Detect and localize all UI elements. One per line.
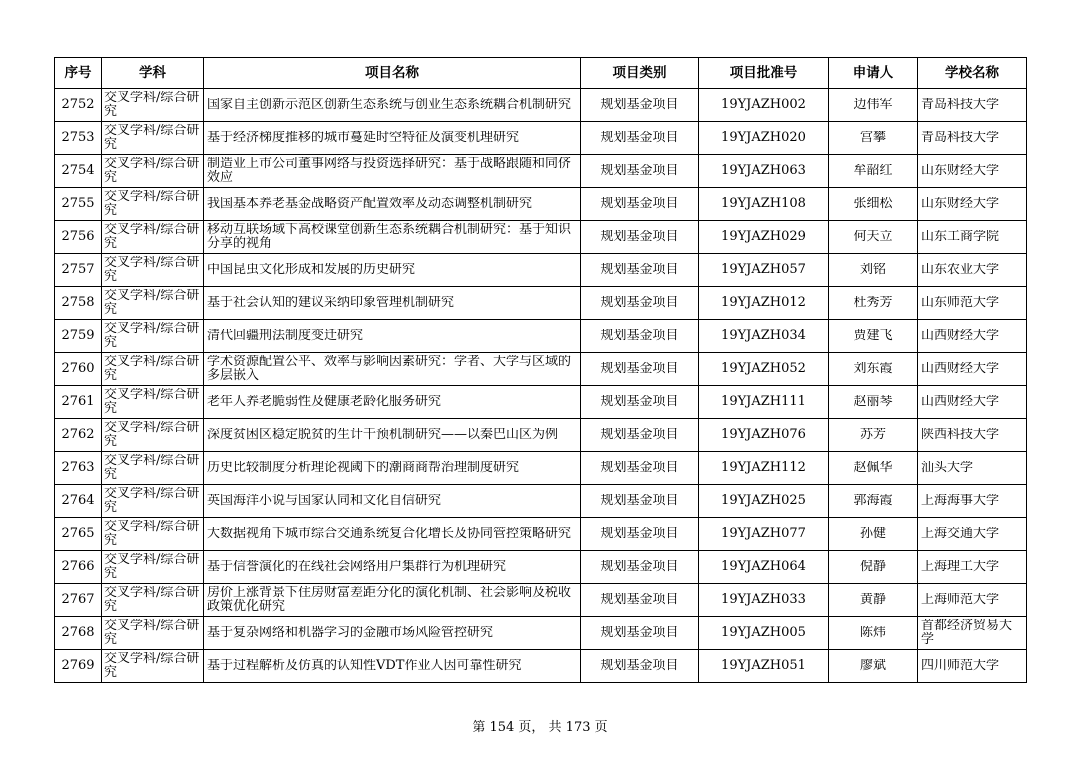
cell-applicant [829,188,918,221]
table-row [55,320,1027,353]
cell-project-name [204,155,581,188]
table-row [55,452,1027,485]
cell-approval-number [699,155,829,188]
cell-applicant [829,518,918,551]
cell-project-name [204,254,581,287]
cell-approval-number-text: 19YJAZH020 [721,131,806,145]
cell-project-name [204,221,581,254]
table-row [55,518,1027,551]
cell-subject-text: 交叉学科/综合研究 [104,421,200,449]
cell-project-type [581,419,699,452]
cell-subject-text: 交叉学科/综合研究 [104,190,200,218]
table-row [55,584,1027,617]
cell-school [918,254,1027,287]
cell-school-text: 山东财经大学 [921,164,1000,178]
cell-seq-text: 2754 [61,164,95,178]
cell-project-type-text: 规划基金项目 [600,593,679,607]
table-row [55,551,1027,584]
cell-subject [102,122,204,155]
cell-applicant-text: 牟韶红 [853,164,893,178]
cell-school-text: 山西财经大学 [921,329,1000,343]
cell-project-type-text: 规划基金项目 [600,428,679,442]
cell-project-type-text: 规划基金项目 [600,362,679,376]
cell-subject-text: 交叉学科/综合研究 [104,355,200,383]
cell-subject [102,518,204,551]
cell-project-name-text: 英国海洋小说与国家认同和文化自信研究 [207,494,442,508]
cell-project-type [581,353,699,386]
header-seq: 序号 [55,58,102,89]
cell-project-name [204,320,581,353]
cell-project-type-text: 规划基金项目 [600,494,679,508]
cell-applicant [829,320,918,353]
cell-applicant-text: 孙健 [859,527,886,541]
cell-seq-text: 2760 [61,362,95,376]
cell-applicant [829,353,918,386]
cell-school [918,617,1027,650]
cell-applicant [829,485,918,518]
cell-subject [102,287,204,320]
cell-project-type-text: 规划基金项目 [600,263,679,277]
cell-project-type-text: 规划基金项目 [600,296,679,310]
cell-approval-number [699,518,829,551]
cell-applicant-text: 杜秀芳 [853,296,893,310]
cell-subject-text: 交叉学科/综合研究 [104,124,200,152]
cell-applicant [829,89,918,122]
cell-subject-text: 交叉学科/综合研究 [104,388,200,416]
cell-school [918,650,1027,683]
cell-project-name-text: 基于信誉演化的在线社会网络用户集群行为机理研究 [207,560,507,574]
cell-approval-number [699,617,829,650]
cell-approval-number-text: 19YJAZH076 [721,428,806,442]
cell-subject [102,452,204,485]
cell-applicant [829,287,918,320]
cell-subject [102,221,204,254]
cell-approval-number-text: 19YJAZH111 [721,395,806,409]
cell-project-name [204,518,581,551]
cell-seq [55,353,102,386]
cell-project-name-text: 历史比较制度分析理论视阈下的潮商商帮治理制度研究 [207,461,520,475]
cell-school [918,89,1027,122]
cell-seq [55,551,102,584]
cell-school [918,485,1027,518]
cell-applicant-text: 张细松 [853,197,893,211]
cell-seq-text: 2762 [61,428,95,442]
cell-subject-text: 交叉学科/综合研究 [104,652,200,680]
cell-subject [102,617,204,650]
cell-approval-number [699,287,829,320]
cell-project-name [204,584,581,617]
cell-applicant-text: 陈炜 [859,626,886,640]
cell-subject-text: 交叉学科/综合研究 [104,454,200,482]
cell-project-type [581,650,699,683]
cell-subject-text: 交叉学科/综合研究 [104,322,200,350]
cell-approval-number-text: 19YJAZH034 [721,329,806,343]
cell-approval-number [699,122,829,155]
cell-seq [55,584,102,617]
cell-project-type [581,551,699,584]
cell-project-type [581,452,699,485]
cell-subject [102,485,204,518]
cell-subject [102,320,204,353]
cell-project-type [581,386,699,419]
cell-project-type-text: 规划基金项目 [600,131,679,145]
cell-school [918,452,1027,485]
cell-subject [102,386,204,419]
cell-school [918,584,1027,617]
table-row [55,221,1027,254]
cell-school-text: 山西财经大学 [921,395,1000,409]
cell-applicant [829,386,918,419]
cell-approval-number-text: 19YJAZH057 [721,263,806,277]
cell-project-name [204,650,581,683]
cell-school-text: 上海理工大学 [921,560,1000,574]
cell-approval-number [699,188,829,221]
cell-applicant [829,584,918,617]
cell-subject-text: 交叉学科/综合研究 [104,520,200,548]
cell-approval-number-text: 19YJAZH029 [721,230,806,244]
cell-seq [55,485,102,518]
cell-seq-text: 2765 [61,527,95,541]
cell-school [918,386,1027,419]
cell-approval-number [699,320,829,353]
cell-project-name-text: 大数据视角下城市综合交通系统复合化增长及协同管控策略研究 [207,527,572,541]
cell-approval-number-text: 19YJAZH002 [721,98,806,112]
cell-approval-number-text: 19YJAZH051 [721,659,806,673]
cell-project-type [581,584,699,617]
cell-subject [102,551,204,584]
cell-project-type-text: 规划基金项目 [600,659,679,673]
cell-school [918,221,1027,254]
cell-seq [55,617,102,650]
cell-project-type [581,89,699,122]
cell-school-text: 山东财经大学 [921,197,1000,211]
project-table [54,57,1027,683]
cell-approval-number-text: 19YJAZH064 [721,560,806,574]
cell-project-type-text: 规划基金项目 [600,164,679,178]
cell-school [918,320,1027,353]
cell-applicant-text: 贾建飞 [853,329,893,343]
cell-subject [102,650,204,683]
cell-applicant [829,617,918,650]
cell-seq-text: 2763 [61,461,95,475]
cell-seq-text: 2769 [61,659,95,673]
cell-project-name-text: 房价上涨背景下住房财富差距分化的演化机制、社会影响及税收政策优化研究 [207,586,572,614]
cell-seq [55,221,102,254]
cell-school-text: 青岛科技大学 [921,131,1000,145]
cell-school-text: 山西财经大学 [921,362,1000,376]
cell-seq [55,188,102,221]
cell-seq-text: 2753 [61,131,95,145]
cell-project-name-text: 中国昆虫文化形成和发展的历史研究 [207,263,416,277]
table-row [55,89,1027,122]
cell-applicant [829,221,918,254]
cell-seq-text: 2768 [61,626,95,640]
cell-school-text: 四川师范大学 [921,659,1000,673]
cell-project-type-text: 规划基金项目 [600,527,679,541]
cell-project-name-text: 老年人养老脆弱性及健康老龄化服务研究 [207,395,442,409]
cell-applicant-text: 何天立 [853,230,893,244]
cell-subject-text: 交叉学科/综合研究 [104,586,200,614]
header-row [55,58,1027,89]
cell-school [918,419,1027,452]
cell-seq-text: 2761 [61,395,95,409]
cell-applicant-text: 黄静 [859,593,886,607]
cell-seq [55,287,102,320]
cell-school-text: 首都经济贸易大学 [921,619,1013,647]
cell-subject [102,89,204,122]
cell-project-type-text: 规划基金项目 [600,395,679,409]
table-row [55,419,1027,452]
cell-approval-number-text: 19YJAZH077 [721,527,806,541]
cell-project-name-text: 制造业上市公司董事网络与投资选择研究：基于战略跟随和同侪效应 [207,157,572,185]
cell-approval-number [699,254,829,287]
cell-approval-number [699,551,829,584]
cell-approval-number [699,485,829,518]
cell-approval-number [699,650,829,683]
header-project-type: 项目类别 [581,58,699,89]
cell-project-name [204,287,581,320]
cell-approval-number [699,353,829,386]
table-row [55,155,1027,188]
cell-school [918,287,1027,320]
cell-subject-text: 交叉学科/综合研究 [104,289,200,317]
cell-project-type [581,188,699,221]
cell-project-type-text: 规划基金项目 [600,329,679,343]
cell-seq [55,650,102,683]
cell-approval-number-text: 19YJAZH005 [721,626,806,640]
cell-subject-text: 交叉学科/综合研究 [104,619,200,647]
cell-approval-number [699,452,829,485]
cell-project-name-text: 国家自主创新示范区创新生态系统与创业生态系统耦合机制研究 [207,98,572,112]
cell-school [918,353,1027,386]
cell-applicant-text: 刘东霞 [853,362,893,376]
cell-applicant-text: 倪静 [859,560,886,574]
header-school: 学校名称 [918,58,1027,89]
cell-project-type [581,518,699,551]
cell-applicant-text: 赵丽琴 [853,395,893,409]
cell-subject-text: 交叉学科/综合研究 [104,487,200,515]
cell-project-type [581,155,699,188]
cell-seq [55,89,102,122]
cell-approval-number [699,386,829,419]
cell-applicant-text: 边伟军 [853,98,893,112]
cell-project-name-text: 基于社会认知的建议采纳印象管理机制研究 [207,296,455,310]
table-row [55,353,1027,386]
cell-seq [55,254,102,287]
cell-seq [55,452,102,485]
cell-approval-number-text: 19YJAZH052 [721,362,806,376]
cell-subject [102,419,204,452]
cell-seq-text: 2766 [61,560,95,574]
header-approval-number: 项目批准号 [699,58,829,89]
cell-project-type [581,221,699,254]
cell-project-name [204,188,581,221]
cell-subject-text: 交叉学科/综合研究 [104,157,200,185]
cell-school-text: 陕西科技大学 [921,428,1000,442]
cell-applicant [829,419,918,452]
cell-approval-number-text: 19YJAZH025 [721,494,806,508]
cell-subject-text: 交叉学科/综合研究 [104,91,200,119]
cell-project-name-text: 深度贫困区稳定脱贫的生计干预机制研究——以秦巴山区为例 [207,428,559,442]
cell-project-name [204,485,581,518]
table-row [55,617,1027,650]
cell-project-name-text: 基于过程解析及仿真的认知性VDT作业人因可靠性研究 [207,659,522,673]
cell-applicant [829,254,918,287]
cell-approval-number-text: 19YJAZH063 [721,164,806,178]
page-footer: 第 154 页， 共 173 页 [472,720,608,735]
cell-project-type-text: 规划基金项目 [600,560,679,574]
cell-applicant [829,155,918,188]
cell-project-name [204,617,581,650]
cell-applicant [829,551,918,584]
cell-school-text: 上海师范大学 [921,593,1000,607]
cell-seq-text: 2757 [61,263,95,277]
cell-seq-text: 2756 [61,230,95,244]
cell-project-type-text: 规划基金项目 [600,626,679,640]
cell-school-text: 上海海事大学 [921,494,1000,508]
cell-school [918,518,1027,551]
cell-project-type [581,254,699,287]
cell-project-type [581,320,699,353]
table-row [55,188,1027,221]
cell-project-type [581,122,699,155]
cell-project-type [581,287,699,320]
cell-seq [55,518,102,551]
cell-applicant [829,452,918,485]
cell-applicant [829,122,918,155]
cell-school-text: 青岛科技大学 [921,98,1000,112]
header-project-name: 项目名称 [204,58,581,89]
cell-school-text: 山东农业大学 [921,263,1000,277]
cell-seq [55,122,102,155]
cell-project-type-text: 规划基金项目 [600,98,679,112]
cell-school-text: 汕头大学 [921,461,974,475]
table-row [55,287,1027,320]
cell-applicant-text: 宫攀 [859,131,886,145]
cell-school-text: 山东师范大学 [921,296,1000,310]
cell-subject [102,353,204,386]
cell-project-name-text: 基于经济梯度推移的城市蔓延时空特征及演变机理研究 [207,131,520,145]
cell-subject [102,254,204,287]
cell-project-name-text: 移动互联场域下高校课堂创新生态系统耦合机制研究：基于知识分享的视角 [207,223,572,251]
cell-seq-text: 2755 [61,197,95,211]
cell-seq [55,419,102,452]
cell-subject [102,155,204,188]
cell-school [918,188,1027,221]
cell-project-name [204,386,581,419]
cell-seq-text: 2758 [61,296,95,310]
cell-project-type-text: 规划基金项目 [600,230,679,244]
cell-project-type [581,485,699,518]
cell-subject [102,584,204,617]
cell-seq-text: 2759 [61,329,95,343]
cell-applicant [829,650,918,683]
cell-school [918,551,1027,584]
cell-school-text: 山东工商学院 [921,230,1000,244]
cell-school [918,155,1027,188]
cell-project-name-text: 我国基本养老基金战略资产配置效率及动态调整机制研究 [207,197,533,211]
cell-project-type-text: 规划基金项目 [600,461,679,475]
header-applicant: 申请人 [829,58,918,89]
table-row [55,122,1027,155]
cell-project-name [204,122,581,155]
cell-project-type [581,617,699,650]
cell-approval-number-text: 19YJAZH012 [721,296,806,310]
cell-applicant-text: 苏芳 [859,428,886,442]
cell-school-text: 上海交通大学 [921,527,1000,541]
cell-project-name [204,551,581,584]
table-body [55,89,1027,683]
cell-seq [55,320,102,353]
cell-seq [55,386,102,419]
cell-approval-number-text: 19YJAZH033 [721,593,806,607]
cell-approval-number [699,89,829,122]
cell-subject [102,188,204,221]
cell-approval-number [699,221,829,254]
cell-applicant-text: 刘铭 [859,263,886,277]
table-row [55,485,1027,518]
cell-approval-number-text: 19YJAZH108 [721,197,806,211]
cell-project-name-text: 基于复杂网络和机器学习的金融市场风险管控研究 [207,626,494,640]
table-row [55,254,1027,287]
cell-applicant-text: 赵佩华 [853,461,893,475]
cell-seq-text: 2764 [61,494,95,508]
cell-subject-text: 交叉学科/综合研究 [104,553,200,581]
cell-subject-text: 交叉学科/综合研究 [104,256,200,284]
cell-project-name-text: 清代回疆刑法制度变迁研究 [207,329,364,343]
table-row [55,650,1027,683]
cell-approval-number [699,419,829,452]
cell-seq-text: 2767 [61,593,95,607]
cell-applicant-text: 廖斌 [859,659,886,673]
cell-project-name [204,419,581,452]
cell-applicant-text: 郭海霞 [853,494,893,508]
cell-approval-number-text: 19YJAZH112 [721,461,806,475]
cell-school [918,122,1027,155]
cell-project-name [204,353,581,386]
cell-subject-text: 交叉学科/综合研究 [104,223,200,251]
cell-approval-number [699,584,829,617]
cell-seq [55,155,102,188]
table-row [55,386,1027,419]
cell-project-name-text: 学术资源配置公平、效率与影响因素研究：学者、大学与区域的多层嵌入 [207,355,572,383]
header-subject: 学科 [102,58,204,89]
cell-seq-text: 2752 [61,98,95,112]
cell-project-type-text: 规划基金项目 [600,197,679,211]
cell-project-name [204,452,581,485]
cell-project-name [204,89,581,122]
